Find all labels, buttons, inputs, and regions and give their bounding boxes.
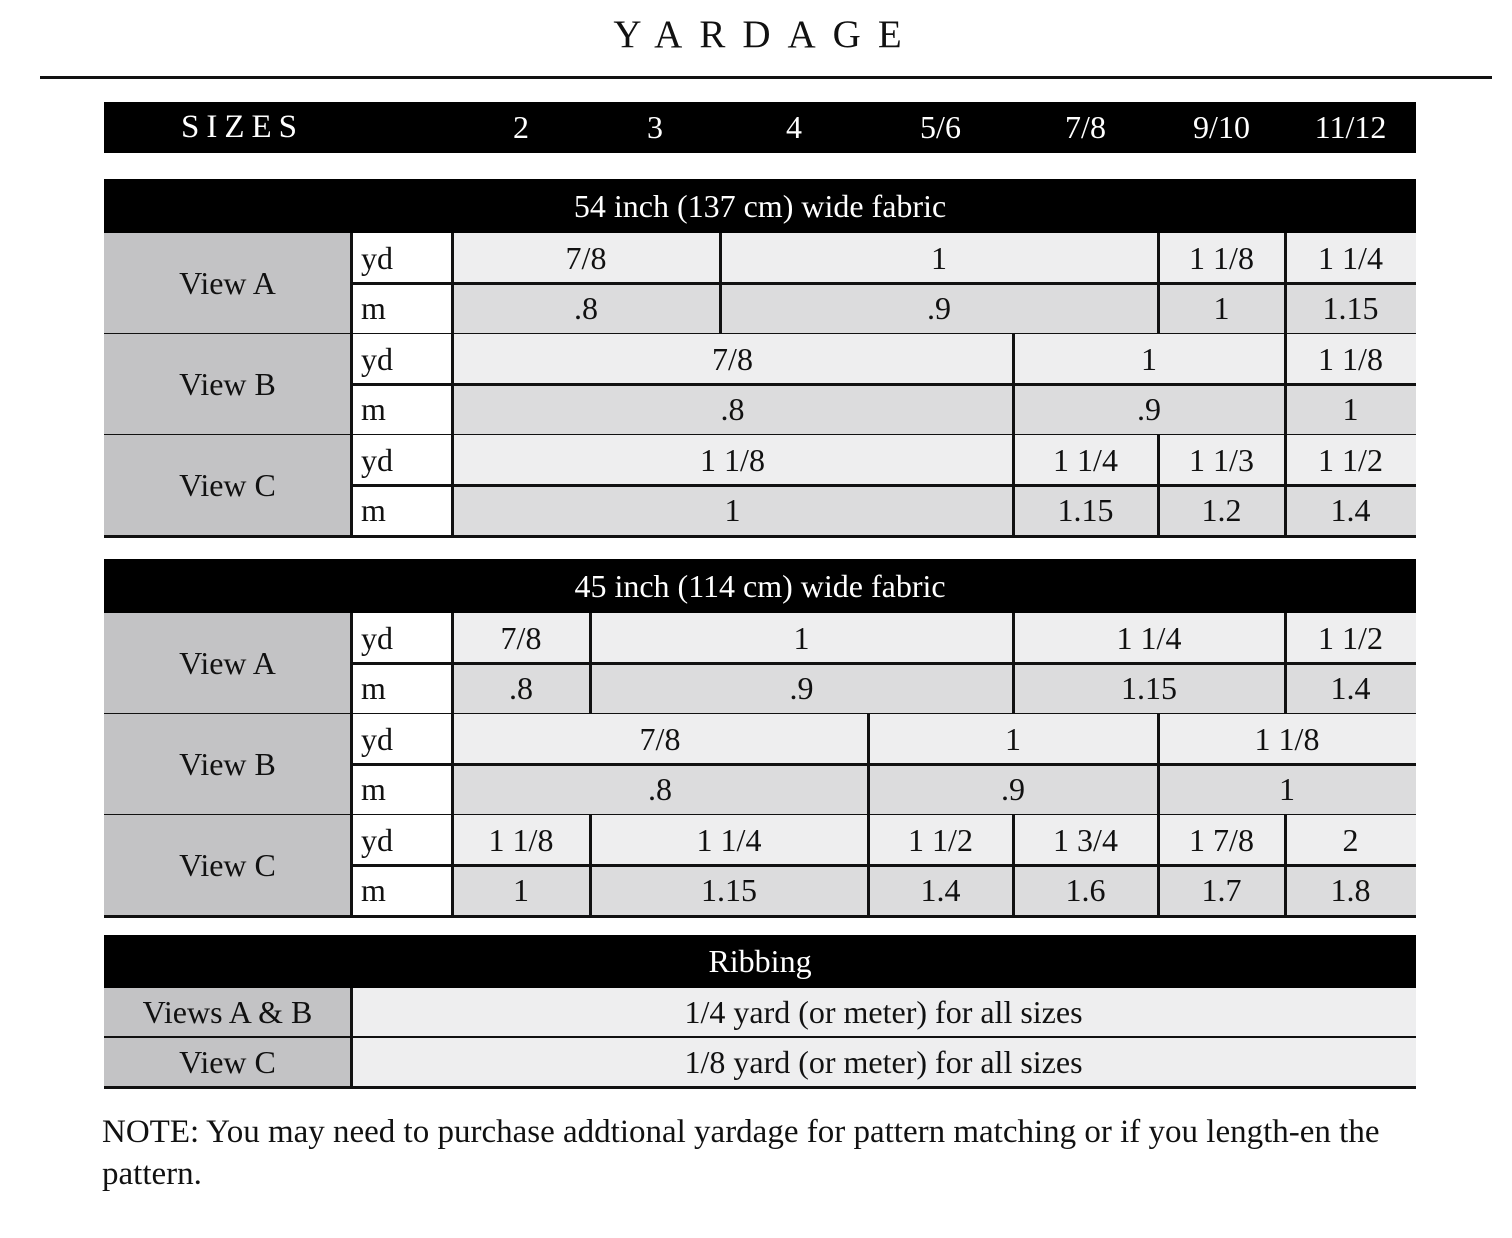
table-rule bbox=[451, 815, 454, 916]
yardage-cell-yd: 7/8 bbox=[452, 334, 1013, 385]
yardage-cell-yd: 7/8 bbox=[452, 714, 868, 765]
yardage-cell-m: .8 bbox=[452, 765, 868, 816]
yardage-cell-yd: 2 bbox=[1285, 815, 1416, 866]
yardage-cell-yd: 1 1/8 bbox=[1158, 233, 1285, 284]
unit-label-yd: yd bbox=[351, 815, 452, 866]
table-rule bbox=[1284, 866, 1287, 917]
unit-label-m: m bbox=[351, 486, 452, 537]
table-rule bbox=[1012, 334, 1015, 385]
table-rule bbox=[451, 435, 454, 536]
yardage-cell-m: 1.15 bbox=[1013, 664, 1285, 715]
view-label: View C bbox=[104, 435, 351, 536]
table-rule bbox=[1284, 815, 1287, 866]
size-column-header: 4 bbox=[720, 102, 868, 153]
table-rule bbox=[451, 334, 454, 435]
table-rule bbox=[350, 815, 353, 916]
table-rule bbox=[350, 988, 353, 1038]
table-rule bbox=[104, 535, 1416, 538]
ribbing-view-label: View C bbox=[104, 1038, 351, 1088]
view-label: View A bbox=[104, 613, 351, 714]
table-rule bbox=[1284, 284, 1287, 335]
table-rule bbox=[1012, 866, 1015, 917]
yardage-cell-yd: 1 1/4 bbox=[1013, 613, 1285, 664]
yardage-cell-yd: 1 1/8 bbox=[452, 815, 590, 866]
view-label: View B bbox=[104, 334, 351, 435]
table-rule bbox=[451, 613, 454, 714]
table-rule bbox=[1157, 815, 1160, 866]
table-rule bbox=[451, 233, 454, 334]
yardage-cell-yd: 1 1/4 bbox=[1285, 233, 1416, 284]
table-rule bbox=[1012, 613, 1015, 664]
yardage-cell-yd: 1 1/2 bbox=[1285, 613, 1416, 664]
view-label: View A bbox=[104, 233, 351, 334]
yardage-cell-m: 1.8 bbox=[1285, 866, 1416, 917]
table-rule bbox=[350, 334, 353, 435]
table-rule bbox=[351, 484, 1416, 487]
yardage-cell-yd: 1 bbox=[868, 714, 1158, 765]
unit-label-yd: yd bbox=[351, 714, 452, 765]
yardage-cell-yd: 1 bbox=[720, 233, 1158, 284]
yardage-cell-m: 1 bbox=[452, 486, 1013, 537]
table-rule bbox=[350, 435, 353, 536]
view-label: View C bbox=[104, 815, 351, 916]
size-column-header: 2 bbox=[452, 102, 590, 153]
yardage-cell-m: .8 bbox=[452, 664, 590, 715]
sizes-header-bar bbox=[381, 102, 452, 153]
table-rule bbox=[1284, 613, 1287, 664]
table-rule bbox=[1157, 233, 1160, 284]
table-rule bbox=[451, 714, 454, 815]
table-rule bbox=[1157, 866, 1160, 917]
yardage-cell-m: 1 bbox=[452, 866, 590, 917]
table-rule bbox=[589, 815, 592, 866]
table-rule bbox=[1012, 385, 1015, 436]
table-rule bbox=[351, 282, 1416, 285]
yardage-cell-yd: 1 1/3 bbox=[1158, 435, 1285, 486]
table-rule bbox=[1284, 664, 1287, 715]
table-rule bbox=[351, 864, 1416, 867]
table-rule bbox=[589, 664, 592, 715]
table-rule bbox=[1157, 765, 1160, 816]
table-rule bbox=[104, 1086, 1416, 1089]
size-column-header: 9/10 bbox=[1158, 102, 1285, 153]
unit-label-m: m bbox=[351, 664, 452, 715]
yardage-cell-m: 1.4 bbox=[1285, 664, 1416, 715]
yardage-cell-yd: 1 bbox=[590, 613, 1013, 664]
sizes-header-label: SIZES bbox=[104, 102, 381, 153]
ribbing-value: 1/8 yard (or meter) for all sizes bbox=[351, 1038, 1416, 1088]
size-column-header: 11/12 bbox=[1285, 102, 1416, 153]
yardage-cell-yd: 1 1/2 bbox=[868, 815, 1013, 866]
table-rule bbox=[1157, 284, 1160, 335]
table-rule bbox=[867, 815, 870, 866]
table-rule bbox=[589, 866, 592, 917]
unit-label-yd: yd bbox=[351, 613, 452, 664]
unit-label-yd: yd bbox=[351, 233, 452, 284]
table-rule bbox=[350, 613, 353, 714]
table-rule bbox=[350, 714, 353, 815]
yardage-cell-yd: 7/8 bbox=[452, 613, 590, 664]
yardage-cell-yd: 1 1/2 bbox=[1285, 435, 1416, 486]
view-label: View B bbox=[104, 714, 351, 815]
unit-label-yd: yd bbox=[351, 435, 452, 486]
yardage-cell-yd: 1 1/8 bbox=[1285, 334, 1416, 385]
table-rule bbox=[1284, 385, 1287, 436]
yardage-cell-m: .8 bbox=[452, 284, 720, 335]
yardage-cell-m: 1.15 bbox=[1285, 284, 1416, 335]
yardage-cell-m: 1 bbox=[1158, 284, 1285, 335]
table-rule bbox=[1012, 486, 1015, 537]
table-rule bbox=[1012, 435, 1015, 486]
yardage-cell-yd: 1 1/4 bbox=[1013, 435, 1158, 486]
yardage-cell-m: .9 bbox=[720, 284, 1158, 335]
ribbing-title: Ribbing bbox=[104, 935, 1416, 988]
unit-label-m: m bbox=[351, 385, 452, 436]
page-title: YARDAGE bbox=[613, 13, 919, 56]
yardage-cell-yd: 1 bbox=[1013, 334, 1285, 385]
table-rule bbox=[351, 763, 1416, 766]
size-column-header: 3 bbox=[590, 102, 720, 153]
yardage-cell-m: 1.15 bbox=[590, 866, 868, 917]
yardage-cell-m: 1 bbox=[1158, 765, 1416, 816]
table-rule bbox=[351, 662, 1416, 665]
yardage-cell-m: .9 bbox=[590, 664, 1013, 715]
yardage-cell-m: .9 bbox=[1013, 385, 1285, 436]
yardage-cell-yd: 1 1/8 bbox=[1158, 714, 1416, 765]
table-rule bbox=[867, 765, 870, 816]
ribbing-view-label: Views A & B bbox=[104, 988, 351, 1038]
ribbing-value: 1/4 yard (or meter) for all sizes bbox=[351, 988, 1416, 1038]
table-rule bbox=[351, 383, 1416, 386]
yardage-cell-m: 1.7 bbox=[1158, 866, 1285, 917]
table-rule bbox=[1284, 486, 1287, 537]
yardage-cell-m: 1.6 bbox=[1013, 866, 1158, 917]
unit-label-m: m bbox=[351, 866, 452, 917]
table-rule bbox=[1157, 486, 1160, 537]
table-rule bbox=[867, 714, 870, 765]
section-title: 45 inch (114 cm) wide fabric bbox=[104, 559, 1416, 613]
table-rule bbox=[350, 1038, 353, 1088]
table-rule bbox=[719, 284, 722, 335]
section-title: 54 inch (137 cm) wide fabric bbox=[104, 179, 1416, 233]
yardage-cell-m: 1.2 bbox=[1158, 486, 1285, 537]
yardage-cell-m: 1.15 bbox=[1013, 486, 1158, 537]
size-column-header: 7/8 bbox=[1013, 102, 1158, 153]
table-rule bbox=[1284, 334, 1287, 385]
unit-label-m: m bbox=[351, 284, 452, 335]
yardage-cell-yd: 1 7/8 bbox=[1158, 815, 1285, 866]
yardage-cell-yd: 1 1/8 bbox=[452, 435, 1013, 486]
table-rule bbox=[867, 866, 870, 917]
yardage-cell-m: 1.4 bbox=[1285, 486, 1416, 537]
yardage-cell-m: 1.4 bbox=[868, 866, 1013, 917]
yardage-cell-yd: 1 1/4 bbox=[590, 815, 868, 866]
table-rule bbox=[1157, 435, 1160, 486]
table-rule bbox=[350, 233, 353, 334]
unit-label-yd: yd bbox=[351, 334, 452, 385]
yardage-cell-m: .9 bbox=[868, 765, 1158, 816]
table-rule bbox=[1284, 435, 1287, 486]
yardage-cell-yd: 1 3/4 bbox=[1013, 815, 1158, 866]
table-rule bbox=[1012, 815, 1015, 866]
yardage-cell-m: 1 bbox=[1285, 385, 1416, 436]
yardage-cell-m: .8 bbox=[452, 385, 1013, 436]
yardage-cell-yd: 7/8 bbox=[452, 233, 720, 284]
table-rule bbox=[1284, 233, 1287, 284]
unit-label-m: m bbox=[351, 765, 452, 816]
table-rule bbox=[719, 233, 722, 284]
table-rule bbox=[1157, 714, 1160, 765]
table-rule bbox=[1012, 664, 1015, 715]
table-rule bbox=[589, 613, 592, 664]
size-column-header: 5/6 bbox=[868, 102, 1013, 153]
table-rule bbox=[104, 915, 1416, 918]
yardage-note: NOTE: You may need to purchase addtional yardage for pattern matching or if you length-en the pattern. bbox=[102, 1114, 1380, 1192]
